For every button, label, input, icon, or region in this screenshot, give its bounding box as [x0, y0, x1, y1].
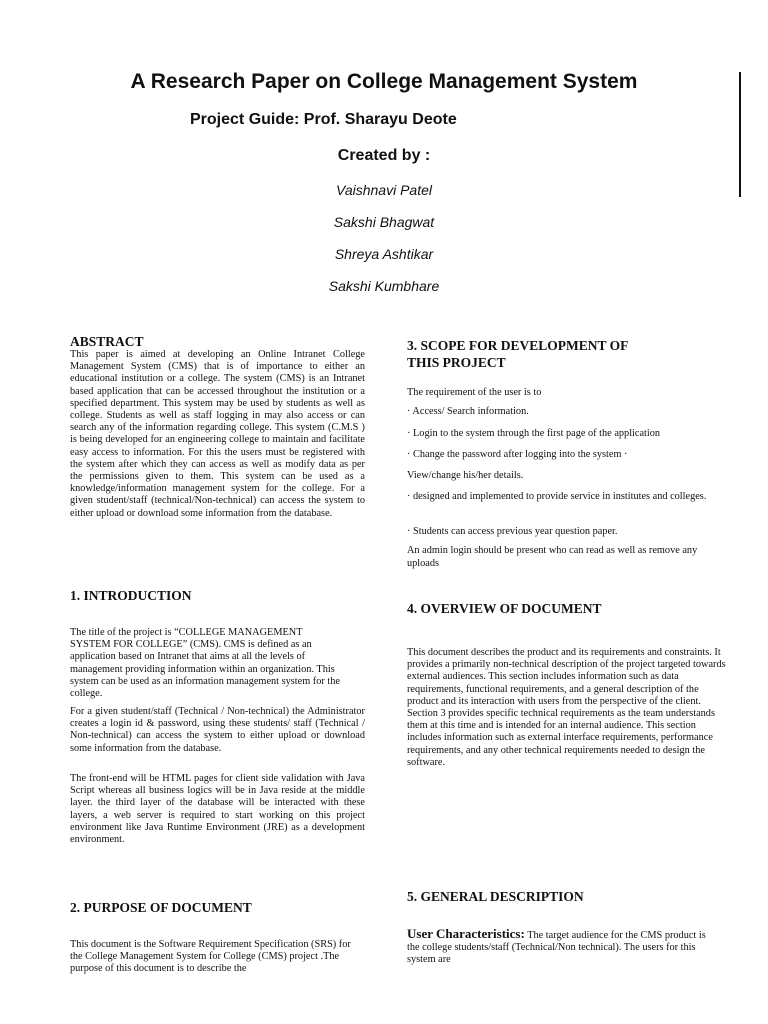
scope-item: · designed and implemented to provide service in institutes and colleges. [407, 491, 707, 502]
scope-item: · Access/ Search information. [407, 406, 529, 417]
overview-text: This document describes the product and its requirements and constraints. It provides a primarily non-technical description of the project targeted towards external audiences. This section includes information such as data requirements, functional requirements, and a general description of the product and its interaction with users from the perspective of the client. Section 3 provides specific technical requirements as the team understands them at this time and is intended for an internal audience. This section includes information such as external interface requirements, performance requirements, and any other technical requirements needed to design the software. [407, 647, 726, 768]
scope-heading-line-1: 3. SCOPE FOR DEVELOPMENT OF [407, 338, 629, 353]
general-description-heading: 5. GENERAL DESCRIPTION [407, 889, 584, 904]
scope-item: · Students can access previous year question paper. [407, 526, 618, 537]
scope-heading [407, 337, 628, 371]
project-guide: Project Guide: Prof. Sharayu Deote [190, 111, 457, 128]
abstract-text: This paper is aimed at developing an Online Intranet College Management System (CMS) that is of importance to either an educational institution or a college. The system (CMS) is an Intranet based application that can be accessed throughout the institution or a specified department. This system may be used by students as well as college. Students as well as staff logging in may also access or can search any of the information regarding college. This system (C.M.S ) is being developed for an engineering college to maintain and facilitate easy access to information. For this the users must be registered with the system after which they can access as well as modify data as per the permissions given to them. This system can be used as a knowledge/information management system for the college. For a given student/staff (technical/Non-technical) can access the system to either upload or download some information from the database. [70, 349, 365, 519]
introduction-paragraph-1: The title of the project is “COLLEGE MANAGEMENT SYSTEM FOR COLLEGE” (CMS). CMS is defined as an application based on Intranet that aims at all the levels of management providing information within an organization. This system can be used as an information management system for the college. [70, 627, 340, 700]
created-by-label: Created by : [337, 147, 431, 164]
scope-item: View/change his/her details. [407, 470, 524, 481]
margin-rule [739, 72, 741, 197]
purpose-heading: 2. PURPOSE OF DOCUMENT [70, 900, 252, 915]
paper-title: A Research Paper on College Management System [130, 70, 638, 93]
author-name: Vaishnavi Patel [336, 182, 432, 198]
abstract-heading: ABSTRACT [70, 334, 144, 349]
introduction-heading: 1. INTRODUCTION [70, 588, 192, 603]
introduction-paragraph-3: The front-end will be HTML pages for client side validation with Java Script whereas all business logics will be in Java reside at the middle layer. the third layer of the database will be interacted with these layers, a web server is required to start working on this project environment like Java Runtime Environment (JRE) as a development environment. [70, 773, 365, 846]
introduction-paragraph-2: For a given student/staff (Technical / Non-technical) the Administrator creates a login id & password, using these students/ staff (Technical / Non-technical) can access the system to either upload or download some information from the database. [70, 706, 365, 754]
user-characteristics-text: The target audience for the CMS product is the college students/staff (Technical/Non technical). The users for this system are [407, 930, 706, 966]
author-name: Sakshi Kumbhare [328, 278, 440, 294]
author-list [0, 180, 768, 308]
scope-item: · Change the password after logging into the system · [407, 449, 628, 460]
author-name: Shreya Ashtikar [334, 246, 434, 262]
author-name: Sakshi Bhagwat [333, 214, 435, 230]
scope-heading-line-2: THIS PROJECT [407, 355, 506, 370]
user-characteristics [407, 928, 707, 967]
scope-intro: The requirement of the user is to [407, 387, 542, 398]
purpose-text: This document is the Software Requirement Specification (SRS) for the College Management System for College (CMS) project .The purpose of this document is to describe the [70, 939, 351, 975]
overview-heading: 4. OVERVIEW OF DOCUMENT [407, 601, 602, 616]
scope-item: · Login to the system through the first page of the application [407, 428, 661, 439]
scope-closing: An admin login should be present who can read as well as remove any uploads [407, 545, 698, 569]
user-characteristics-label: User Characteristics: [407, 926, 525, 941]
